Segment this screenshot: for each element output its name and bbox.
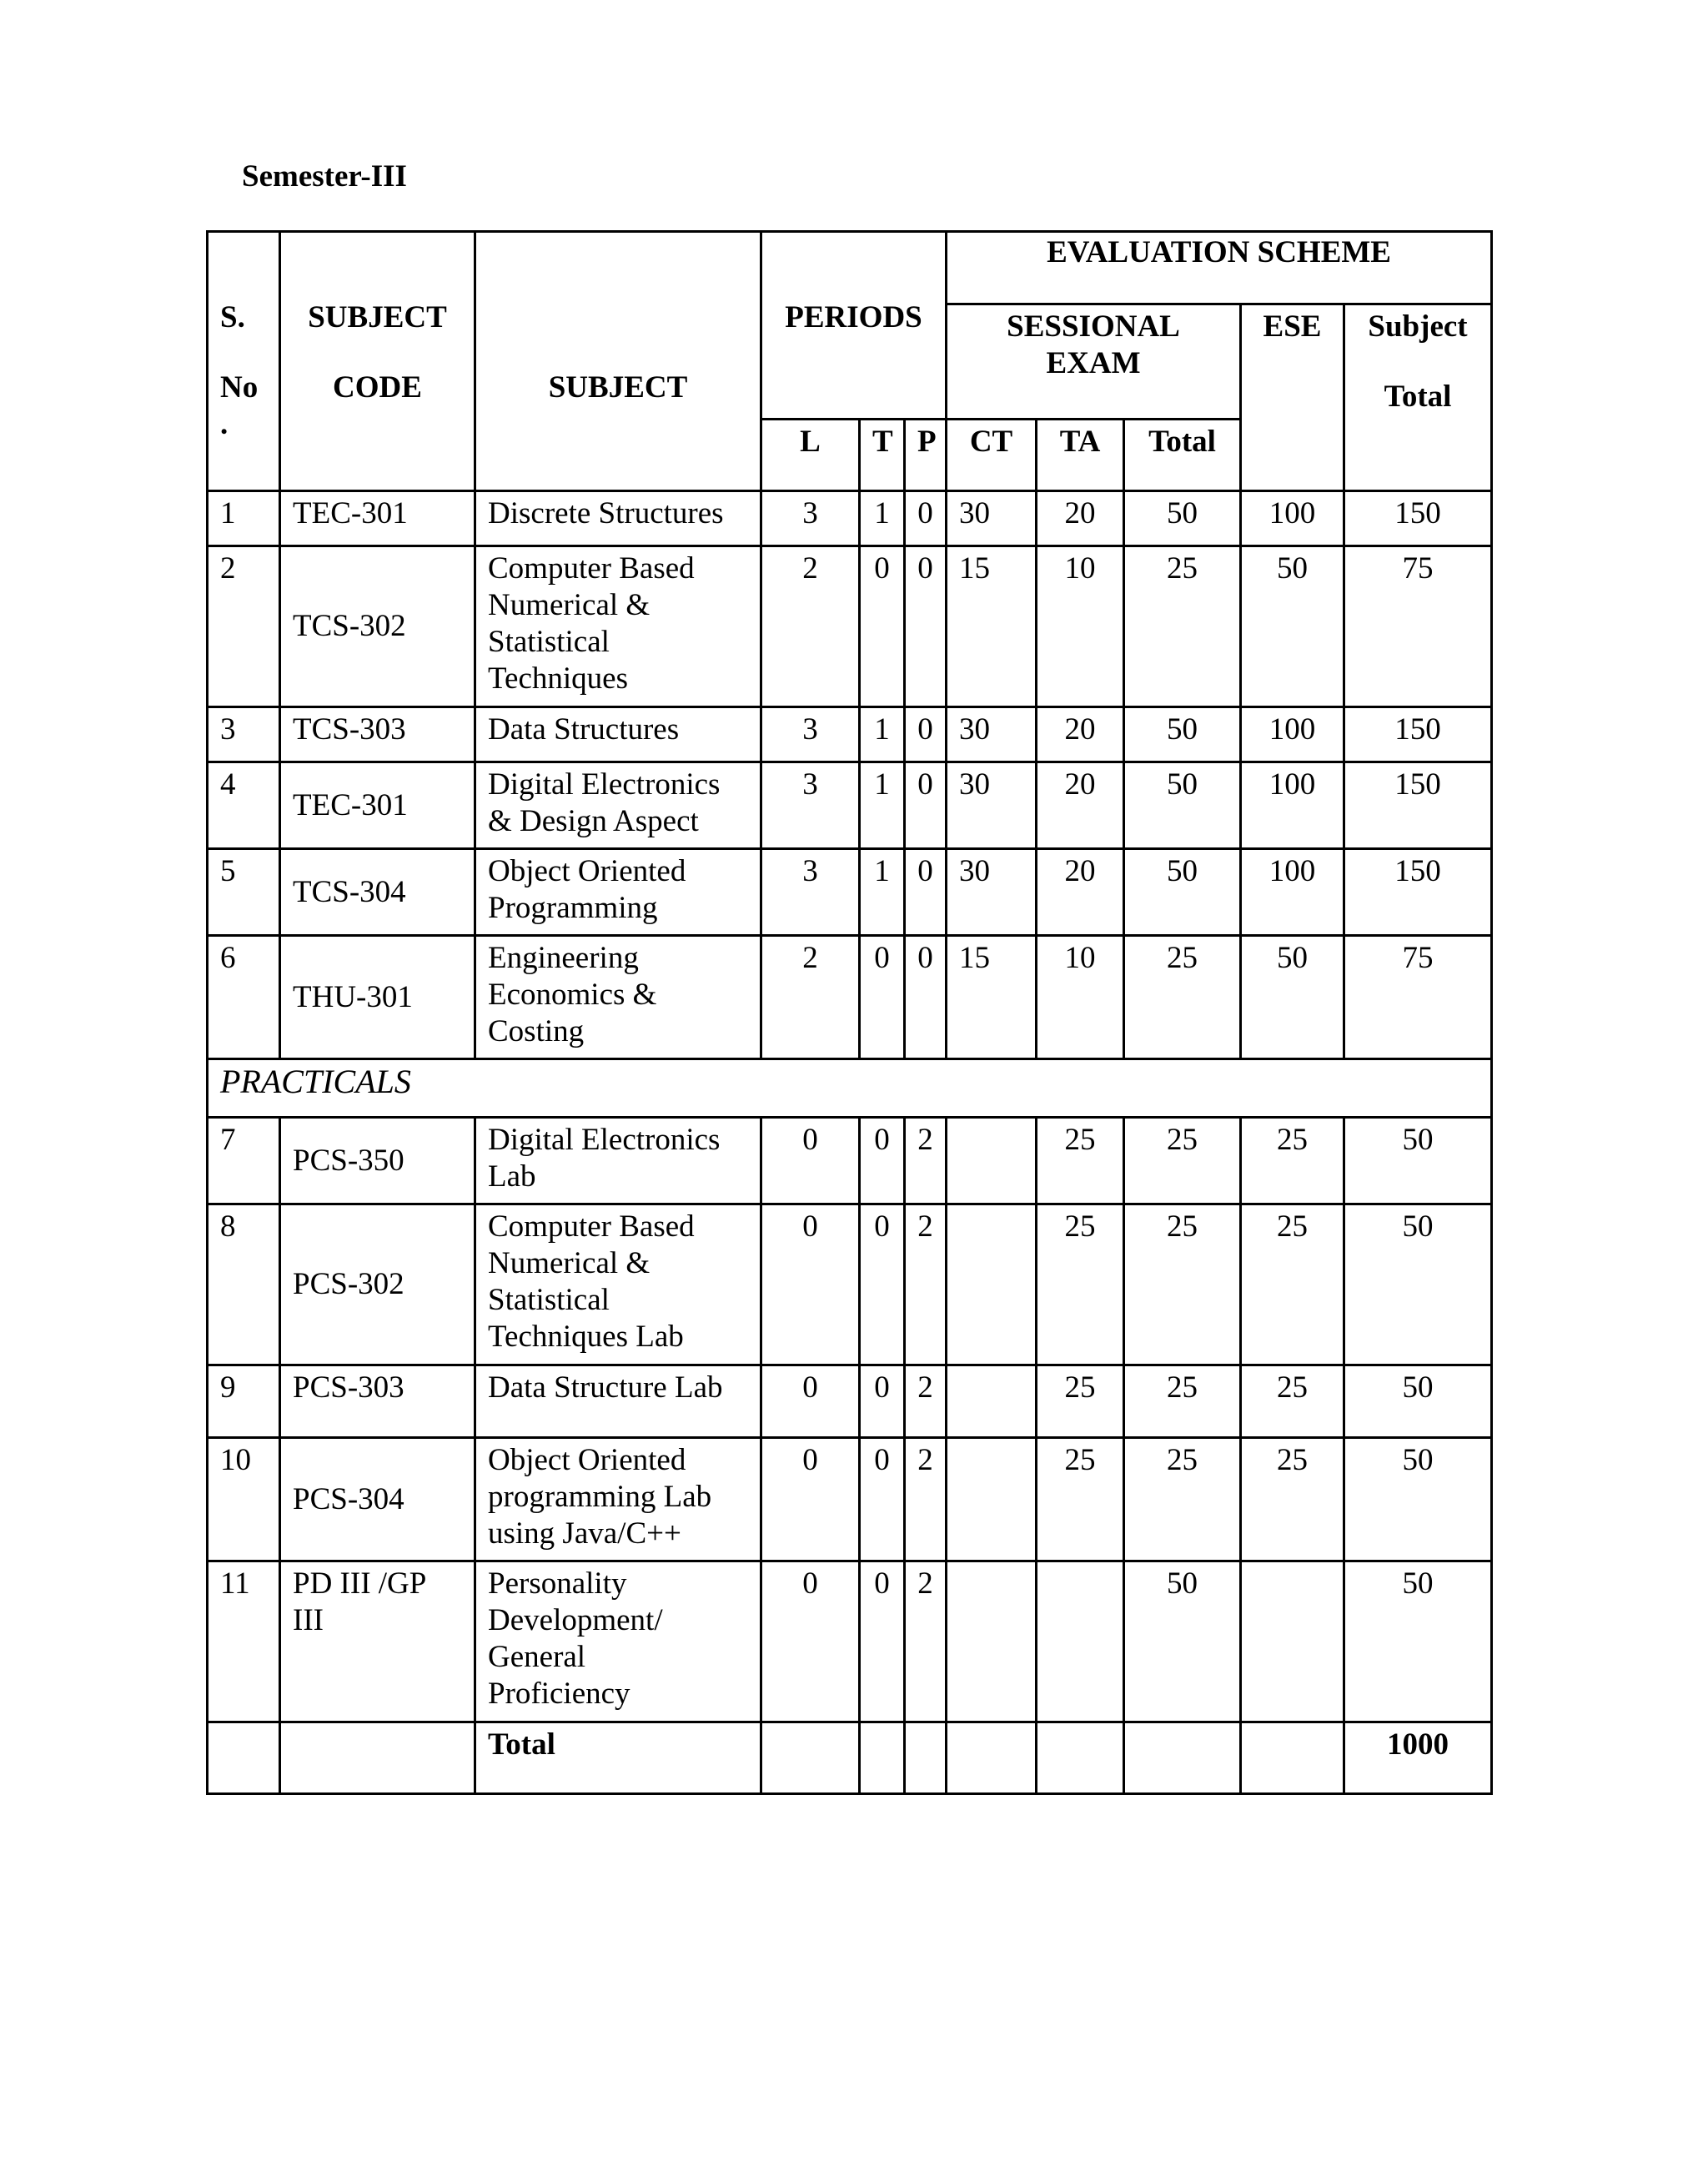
row-l: 3 (761, 849, 860, 936)
table-row (208, 1561, 1492, 1722)
row-ese: 25 (1241, 1438, 1344, 1561)
practicals-section-row (208, 1059, 1492, 1118)
row-subject: Data Structures (475, 707, 761, 762)
row-subject-code: TCS-303 (280, 707, 475, 762)
table-row (208, 1204, 1492, 1365)
row-t: 0 (860, 1365, 905, 1438)
row-ese: 25 (1241, 1365, 1344, 1438)
row-p: 0 (905, 707, 947, 762)
table-row (208, 762, 1492, 849)
row-ct (947, 1561, 1037, 1722)
row-p: 0 (905, 491, 947, 546)
row-sno: 7 (208, 1118, 280, 1204)
row-subject-total: 150 (1344, 849, 1492, 936)
row-l: 3 (761, 762, 860, 849)
row-subject-total: 150 (1344, 762, 1492, 849)
evaluation-scheme-table (206, 230, 1493, 1795)
row-ct (947, 1204, 1037, 1365)
row-ta: 10 (1037, 546, 1124, 707)
header-periods: PERIODS (761, 232, 947, 420)
row-p: 2 (905, 1204, 947, 1365)
header-sno: S. No . (208, 232, 280, 491)
row-subject-total: 50 (1344, 1204, 1492, 1365)
row-ese: 50 (1241, 936, 1344, 1059)
row-total: 25 (1124, 1118, 1241, 1204)
table-row (208, 491, 1492, 546)
header-row-1 (208, 232, 1492, 304)
row-sno: 3 (208, 707, 280, 762)
header-subject-total: Subject Total (1344, 304, 1492, 491)
row-l: 0 (761, 1118, 860, 1204)
row-p: 2 (905, 1118, 947, 1204)
table-row (208, 849, 1492, 936)
header-subject-code: SUBJECT CODE (280, 232, 475, 491)
row-total: 25 (1124, 1438, 1241, 1561)
row-ta: 25 (1037, 1204, 1124, 1365)
row-ta: 20 (1037, 762, 1124, 849)
row-ta: 25 (1037, 1365, 1124, 1438)
row-subject-code: PCS-350 (280, 1118, 475, 1204)
row-subject: Discrete Structures (475, 491, 761, 546)
row-sno: 10 (208, 1438, 280, 1561)
table-row (208, 546, 1492, 707)
row-sno: 6 (208, 936, 280, 1059)
row-subject-total: 50 (1344, 1561, 1492, 1722)
row-subject-total: 75 (1344, 936, 1492, 1059)
row-t: 1 (860, 707, 905, 762)
row-subject-total: 150 (1344, 707, 1492, 762)
row-t: 0 (860, 1204, 905, 1365)
row-l: 3 (761, 707, 860, 762)
row-ese: 25 (1241, 1118, 1344, 1204)
row-ct: 30 (947, 491, 1037, 546)
row-ct: 15 (947, 936, 1037, 1059)
row-p: 0 (905, 546, 947, 707)
row-l: 2 (761, 546, 860, 707)
row-subject-total: 50 (1344, 1118, 1492, 1204)
row-subject: Digital Electronics Lab (475, 1118, 761, 1204)
header-evaluation-scheme: EVALUATION SCHEME (947, 232, 1492, 304)
row-t: 1 (860, 849, 905, 936)
row-ct: 30 (947, 849, 1037, 936)
row-sno: 4 (208, 762, 280, 849)
total-label: Total (475, 1722, 761, 1794)
total-row (208, 1722, 1492, 1794)
row-total: 50 (1124, 762, 1241, 849)
row-total: 50 (1124, 1561, 1241, 1722)
table-row (208, 1438, 1492, 1561)
row-t: 0 (860, 1438, 905, 1561)
row-subject: Personality Development/ General Proficiency (475, 1561, 761, 1722)
row-subject: Computer Based Numerical & Statistical Techniques (475, 546, 761, 707)
row-subject-code: TCS-302 (280, 546, 475, 707)
row-subject-total: 75 (1344, 546, 1492, 707)
row-ta: 25 (1037, 1438, 1124, 1561)
row-l: 3 (761, 491, 860, 546)
row-t: 0 (860, 546, 905, 707)
row-l: 2 (761, 936, 860, 1059)
row-l: 0 (761, 1561, 860, 1722)
row-subject: Object Oriented programming Lab using Java/C++ (475, 1438, 761, 1561)
row-ese: 100 (1241, 491, 1344, 546)
row-p: 2 (905, 1365, 947, 1438)
row-t: 0 (860, 1118, 905, 1204)
row-ta (1037, 1561, 1124, 1722)
row-t: 1 (860, 491, 905, 546)
row-total: 50 (1124, 491, 1241, 546)
row-subject-code: PD III /GP III (280, 1561, 475, 1722)
row-total: 25 (1124, 546, 1241, 707)
row-p: 0 (905, 936, 947, 1059)
row-sno: 1 (208, 491, 280, 546)
row-l: 0 (761, 1438, 860, 1561)
grand-total: 1000 (1344, 1722, 1492, 1794)
row-ct: 30 (947, 762, 1037, 849)
row-subject: Data Structure Lab (475, 1365, 761, 1438)
row-subject-code: PCS-304 (280, 1438, 475, 1561)
row-subject-code: TEC-301 (280, 491, 475, 546)
table-row (208, 936, 1492, 1059)
header-ct: CT (947, 420, 1037, 491)
row-subject: Computer Based Numerical & Statistical Techniques Lab (475, 1204, 761, 1365)
header-ese: ESE (1241, 304, 1344, 491)
row-total: 25 (1124, 936, 1241, 1059)
row-total: 25 (1124, 1365, 1241, 1438)
header-p: P (905, 420, 947, 491)
row-l: 0 (761, 1204, 860, 1365)
row-l: 0 (761, 1365, 860, 1438)
row-total: 50 (1124, 707, 1241, 762)
row-subject-total: 50 (1344, 1365, 1492, 1438)
row-t: 0 (860, 1561, 905, 1722)
header-sessional-exam: SESSIONAL EXAM (947, 304, 1241, 420)
row-p: 0 (905, 762, 947, 849)
row-p: 2 (905, 1438, 947, 1561)
row-subject-code: THU-301 (280, 936, 475, 1059)
row-subject: Engineering Economics & Costing (475, 936, 761, 1059)
row-subject: Object Oriented Programming (475, 849, 761, 936)
row-subject-total: 50 (1344, 1438, 1492, 1561)
row-ta: 20 (1037, 849, 1124, 936)
row-p: 2 (905, 1561, 947, 1722)
row-ct: 15 (947, 546, 1037, 707)
row-p: 0 (905, 849, 947, 936)
row-total: 50 (1124, 849, 1241, 936)
row-ta: 20 (1037, 491, 1124, 546)
row-ese: 100 (1241, 849, 1344, 936)
total-row-sno (208, 1722, 280, 1794)
header-l: L (761, 420, 860, 491)
row-ese: 50 (1241, 546, 1344, 707)
table-row (208, 707, 1492, 762)
row-ese: 100 (1241, 762, 1344, 849)
row-t: 1 (860, 762, 905, 849)
page-title: Semester-III (242, 159, 407, 194)
row-ese: 25 (1241, 1204, 1344, 1365)
row-ct: 30 (947, 707, 1037, 762)
row-ct (947, 1438, 1037, 1561)
header-ta: TA (1037, 420, 1124, 491)
header-total: Total (1124, 420, 1241, 491)
row-subject-code: PCS-302 (280, 1204, 475, 1365)
row-subject: Digital Electronics & Design Aspect (475, 762, 761, 849)
row-t: 0 (860, 936, 905, 1059)
row-sno: 2 (208, 546, 280, 707)
table-row (208, 1118, 1492, 1204)
row-sno: 5 (208, 849, 280, 936)
row-subject-total: 150 (1344, 491, 1492, 546)
row-ta: 25 (1037, 1118, 1124, 1204)
row-subject-code: TCS-304 (280, 849, 475, 936)
row-sno: 9 (208, 1365, 280, 1438)
row-ct (947, 1365, 1037, 1438)
row-ese: 100 (1241, 707, 1344, 762)
practicals-label: PRACTICALS (208, 1059, 1492, 1118)
row-ct (947, 1118, 1037, 1204)
header-subject: SUBJECT (475, 232, 761, 491)
row-sno: 11 (208, 1561, 280, 1722)
row-total: 25 (1124, 1204, 1241, 1365)
row-ese (1241, 1561, 1344, 1722)
table-row (208, 1365, 1492, 1438)
row-ta: 10 (1037, 936, 1124, 1059)
row-ta: 20 (1037, 707, 1124, 762)
row-sno: 8 (208, 1204, 280, 1365)
row-subject-code: PCS-303 (280, 1365, 475, 1438)
total-row-code (280, 1722, 475, 1794)
row-subject-code: TEC-301 (280, 762, 475, 849)
header-t: T (860, 420, 905, 491)
